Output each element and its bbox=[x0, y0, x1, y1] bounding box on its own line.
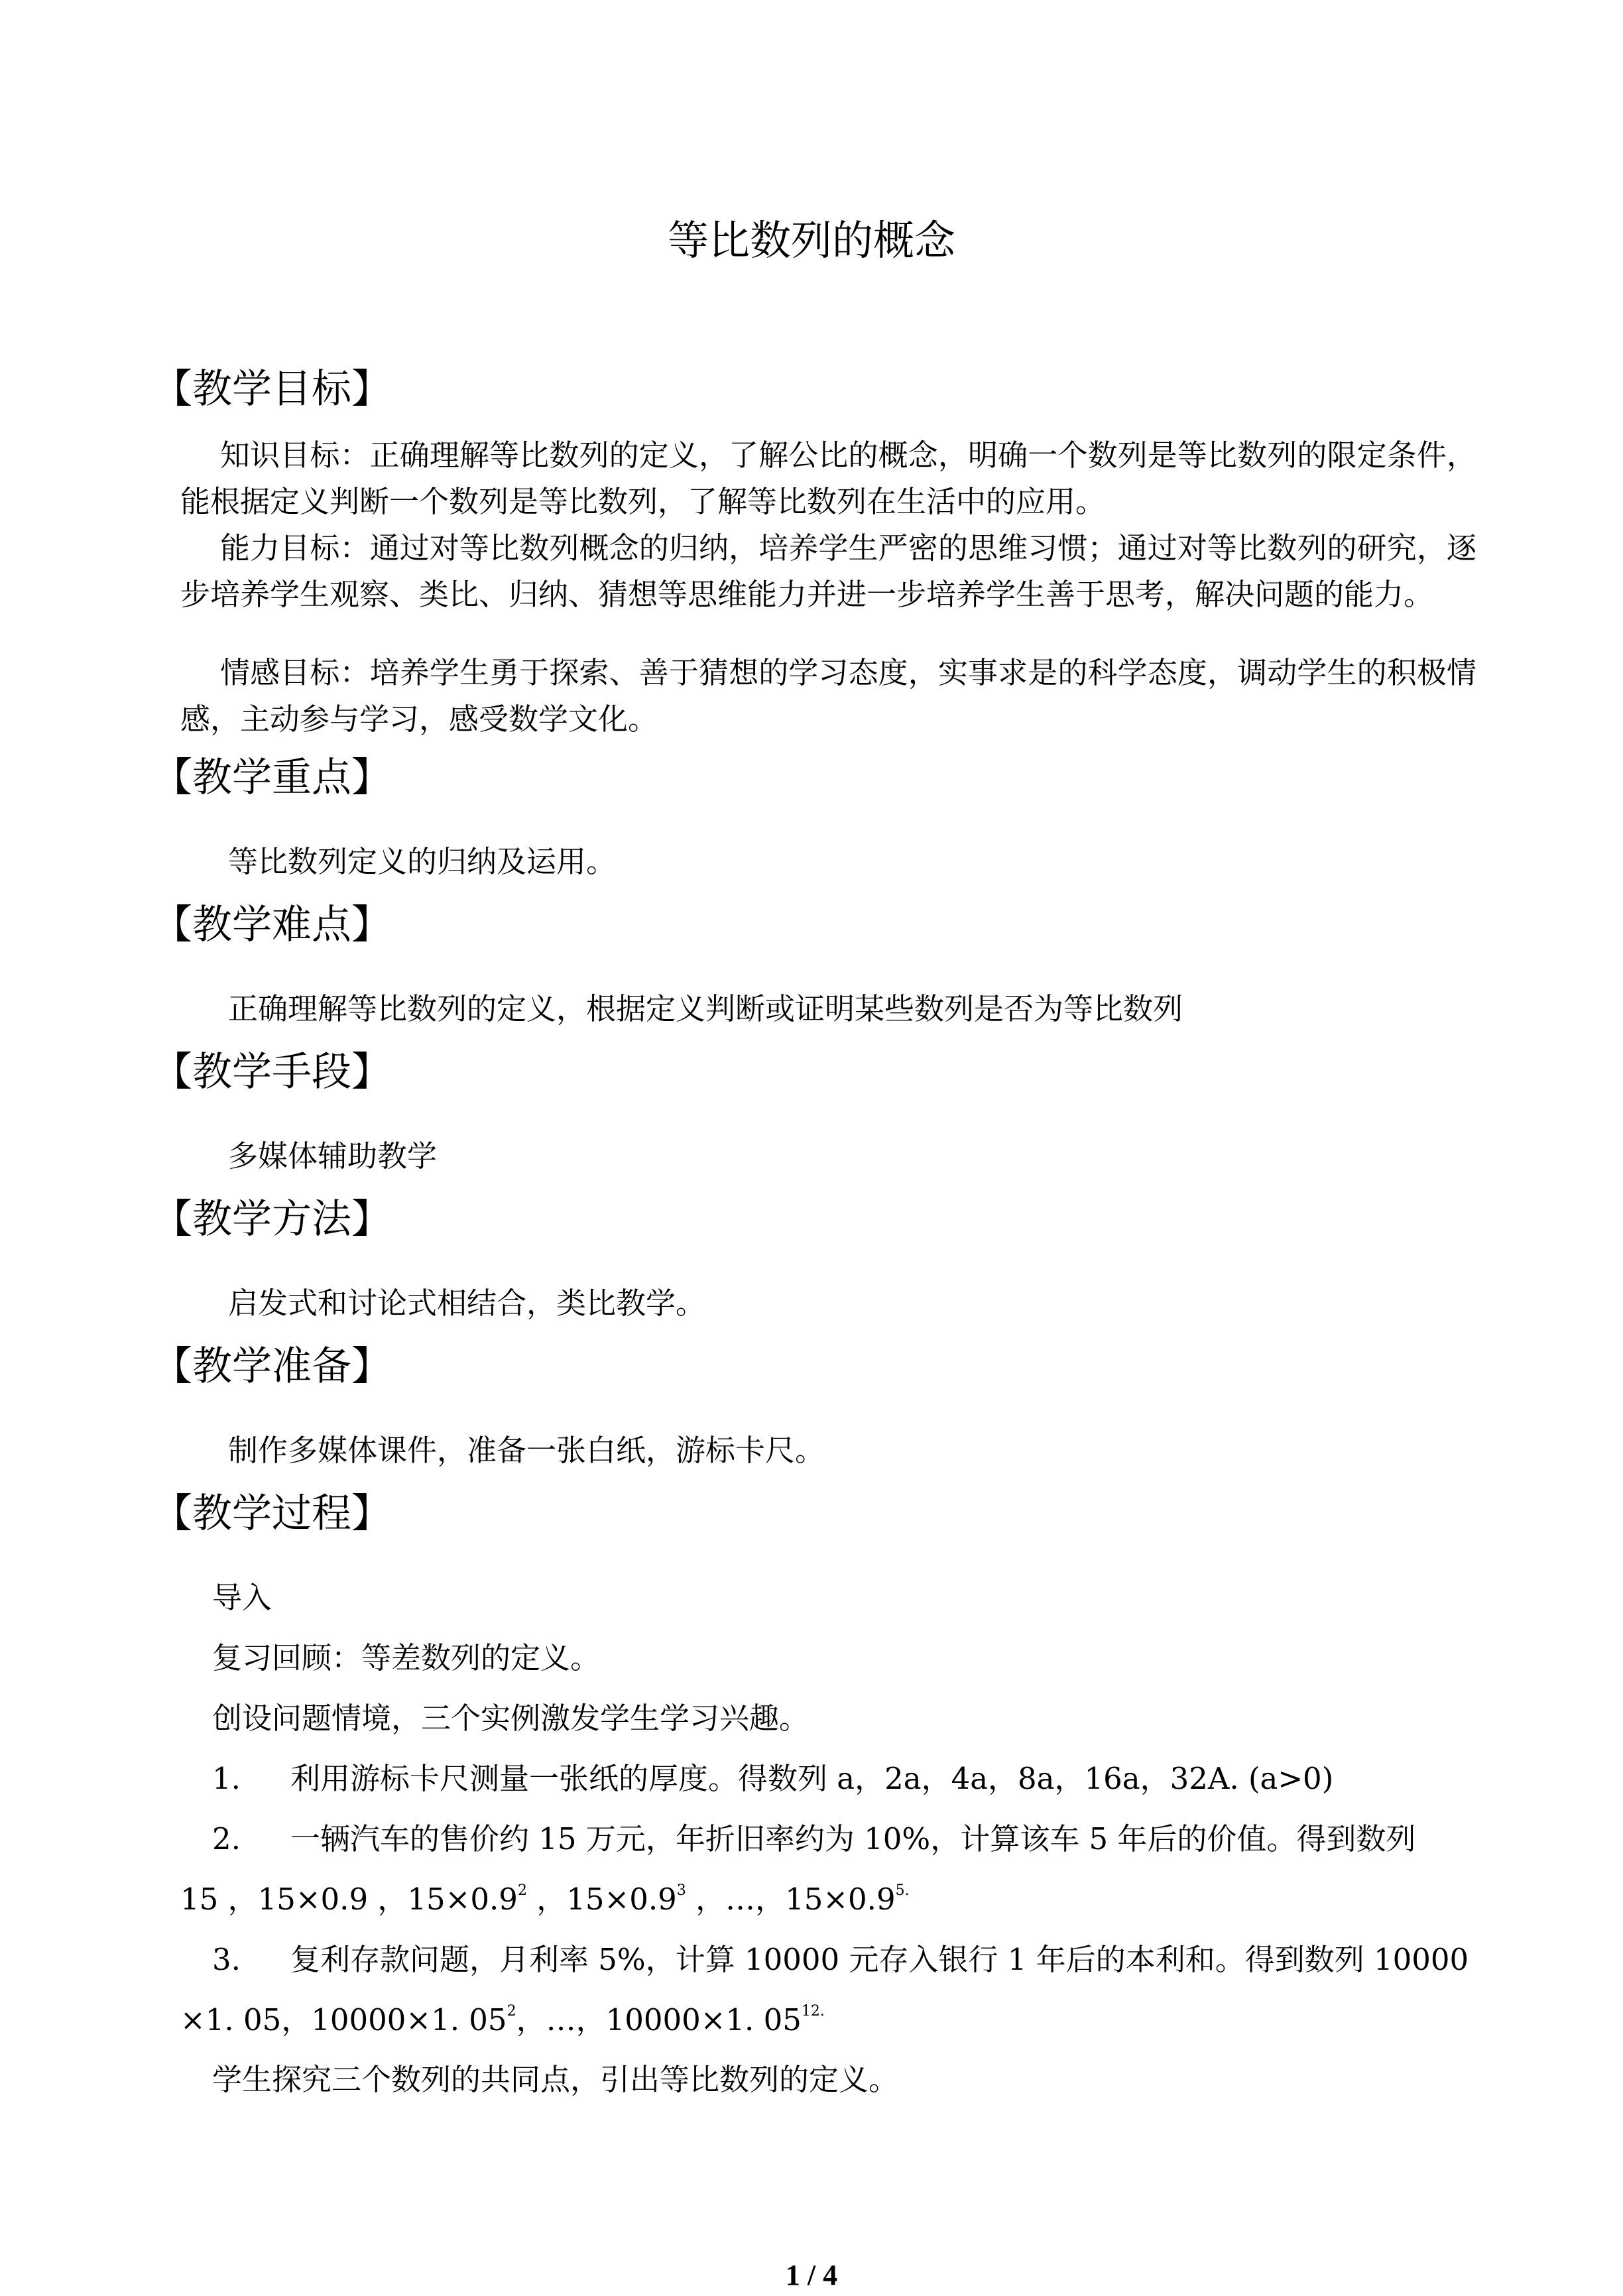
key-text: 等比数列定义的归纳及运用。 bbox=[228, 844, 617, 879]
goal-knowledge: 知识目标：正确理解等比数列的定义，了解公比的概念，明确一个数列是等比数列的限定条件，能根据定义判断一个数列是等比数列，了解等比数列在生活中的应用。 bbox=[180, 438, 1476, 519]
list-item-3-sequence bbox=[180, 1997, 825, 2043]
heading-difficulty: 【教学难点】 bbox=[152, 902, 391, 948]
method-text: 启发式和讨论式相结合，类比教学。 bbox=[228, 1286, 706, 1321]
seq3-sup-a: 2 bbox=[507, 2003, 516, 2020]
prep-text: 制作多媒体课件，准备一张白纸，游标卡尺。 bbox=[228, 1433, 825, 1468]
list-item-2-sequence bbox=[180, 1876, 910, 1923]
heading-process: 【教学过程】 bbox=[152, 1490, 391, 1537]
heading-means: 【教学手段】 bbox=[152, 1049, 391, 1095]
list-item-3-number: 3. bbox=[212, 1942, 241, 1977]
document-title: 等比数列的概念 bbox=[667, 216, 955, 265]
page-number: 1 / 4 bbox=[785, 2259, 838, 2291]
list-item-2-number: 2. bbox=[212, 1821, 241, 1856]
seq2-sup-c: 5. bbox=[895, 1882, 910, 1899]
goal-ability: 能力目标：通过对等比数列概念的归纳，培养学生严密的思维习惯；通过对等比数列的研究，逐步培养学生观察、类比、归纳、猜想等思维能力并进一步培养学生善于思考，解决问题的能力。 bbox=[180, 530, 1476, 612]
goal-emotion: 情感目标：培养学生勇于探索、善于猜想的学习态度，实事求是的科学态度，调动学生的积极情感，主动参与学习，感受数学文化。 bbox=[180, 655, 1476, 737]
heading-key: 【教学重点】 bbox=[152, 755, 391, 801]
list-item-2 bbox=[212, 1816, 1415, 1862]
process-intro: 导入 bbox=[212, 1580, 272, 1615]
seq2-part-b: ，15×0.9 bbox=[526, 1882, 677, 1917]
seq2-sup-b: 3 bbox=[676, 1882, 686, 1899]
heading-goals: 【教学目标】 bbox=[152, 366, 391, 412]
heading-method: 【教学方法】 bbox=[152, 1196, 391, 1242]
seq2-part-c: ，…，15×0.9 bbox=[686, 1882, 896, 1917]
means-text: 多媒体辅助教学 bbox=[228, 1138, 438, 1174]
list-item-1-text: 利用游标卡尺测量一张纸的厚度。得数列 a，2a，4a，8a，16a，32A. (a>0) bbox=[290, 1761, 1334, 1796]
seq3-part-b: ，…，10000×1. 05 bbox=[516, 2002, 802, 2037]
process-review: 复习回顾：等差数列的定义。 bbox=[212, 1640, 601, 1675]
process-scenario: 创设问题情境，三个实例激发学生学习兴趣。 bbox=[212, 1701, 810, 1736]
list-item-1 bbox=[212, 1756, 1333, 1802]
seq2-part-a: 15 ，15×0.9 ，15×0.9 bbox=[180, 1882, 518, 1917]
seq2-sup-a: 2 bbox=[517, 1882, 527, 1899]
heading-prep: 【教学准备】 bbox=[152, 1343, 391, 1390]
list-item-1-number: 1. bbox=[212, 1761, 241, 1796]
process-explore: 学生探究三个数列的共同点，引出等比数列的定义。 bbox=[212, 2062, 899, 2097]
list-item-3-text: 复利存款问题，月利率 5%，计算 10000 元存入银行 1 年后的本利和。得到数列 10000 bbox=[290, 1942, 1469, 1977]
difficulty-text: 正确理解等比数列的定义，根据定义判断或证明某些数列是否为等比数列 bbox=[228, 991, 1183, 1026]
list-item-2-text: 一辆汽车的售价约 15 万元，年折旧率约为 10%，计算该车 5 年后的价值。得到数列 bbox=[290, 1821, 1416, 1856]
seq3-sup-b: 12. bbox=[801, 2003, 825, 2020]
seq3-part-a: ×1. 05，10000×1. 05 bbox=[180, 2002, 507, 2037]
list-item-3 bbox=[212, 1937, 1469, 1983]
